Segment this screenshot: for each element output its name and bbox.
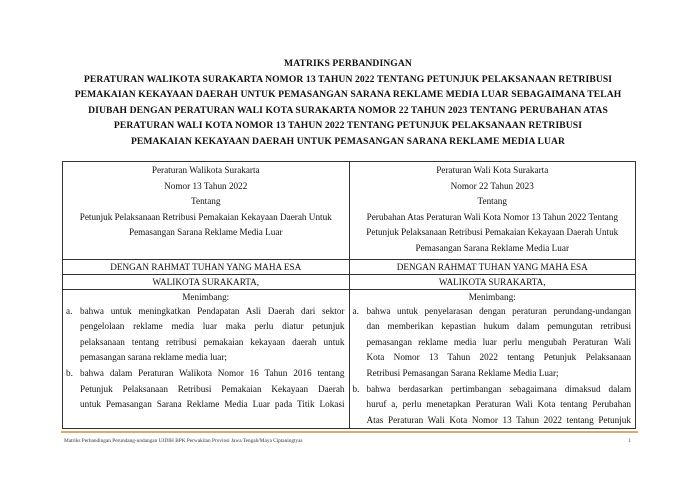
header-line: Tentang — [191, 196, 221, 207]
title-line: PERATURAN WALI KOTA NOMOR 13 TAHUN 2022 TENTANG PETUNJUK PELAKSANAAN RETRIBUSI — [113, 120, 583, 132]
item-line: bahwa untuk meningkatkan Pendapatan Asli Daerah dari sektor — [80, 305, 345, 316]
rahmat-row — [63, 259, 636, 274]
header-line: Nomor 22 Tahun 2023 — [450, 180, 534, 191]
list-item — [63, 366, 349, 413]
menimbang-label: Menimbang: — [468, 291, 516, 302]
left-rahmat: DENGAN RAHMAT TUHAN YANG MAHA ESA — [63, 259, 350, 274]
item-line: pemasangan sarana reklame media luar; — [80, 352, 227, 363]
page-number: 1 — [628, 438, 631, 444]
item-line: dan memberikan kepastian hukum dalam pemungutan retribusi — [366, 321, 631, 332]
header-line: Peraturan Wali Kota Surakarta — [436, 165, 549, 175]
footer-divider — [61, 431, 638, 433]
left-walikota: WALIKOTA SURAKARTA, — [63, 274, 350, 289]
item-line: huruf a, perlu menetapkan Peraturan Wali Kota tentang Perubahan — [366, 399, 631, 410]
header-line: Pemasangan Sarana Reklame Media Luar — [415, 242, 570, 253]
item-label: b. — [352, 383, 360, 394]
comparison-table — [62, 161, 636, 429]
item-line: untuk Pemasangan Sarana Reklame Media Luar pada Titik Lokasi — [80, 399, 345, 410]
title-line: DIUBAH DENGAN PERATURAN WALI KOTA SURAKARTA NOMOR 22 TAHUN 2023 TENTANG PERUBAHAN ATAS — [88, 104, 608, 116]
menimbang-label: Menimbang: — [182, 291, 230, 302]
right-walikota: WALIKOTA SURAKARTA, — [349, 274, 636, 289]
item-label: a. — [352, 305, 359, 316]
menimbang-row — [63, 289, 636, 429]
right-regulation-header — [349, 162, 636, 260]
document-title — [40, 56, 656, 150]
item-line: pelaksanaan tentang retribusi pemakaian kekayaan daerah untuk — [80, 336, 345, 347]
header-line: Petunjuk Pelaksanaan Retribusi Pemakaian Kekayaan Daerah Untuk — [366, 227, 619, 238]
item-line: pengelolaan reklame media luar maka perlu diatur petunjuk — [80, 321, 345, 332]
item-line: pemasangan reklame media luar perlu mengubah Peraturan Wali — [366, 336, 631, 347]
table-header-row — [63, 162, 636, 260]
title-line: MATRIKS PERBANDINGAN — [284, 58, 412, 69]
right-rahmat: DENGAN RAHMAT TUHAN YANG MAHA ESA — [349, 259, 636, 274]
walikota-row — [63, 274, 636, 289]
list-item — [350, 382, 636, 429]
title-line: PEMAKAIAN KEKAYAAN DAERAH UNTUK PEMASANGAN SARANA REKLAME MEDIA LUAR SEBAGAIMANA TELAH — [74, 89, 622, 101]
item-line: Retribusi Pemasangan Sarana Reklame Media Luar; — [366, 367, 559, 378]
title-line: PERATURAN WALIKOTA SURAKARTA NOMOR 13 TAHUN 2022 TENTANG PETUNJUK PELAKSANAAN RETRIBUSI — [83, 73, 613, 85]
item-line: bahwa dalam Peraturan Walikota Nomor 16 Tahun 2016 tentang — [80, 367, 345, 378]
item-line: Kota Nomor 13 Tahun 2022 tentang Petunjuk Pelaksanaan — [366, 352, 631, 363]
header-line: Peraturan Walikota Surakarta — [151, 165, 260, 175]
header-line: Perubahan Atas Peraturan Wali Kota Nomor 13 Tahun 2022 Tentang — [366, 211, 618, 222]
right-menimbang-cell — [349, 289, 636, 429]
footer-text: Matriks Perbandingan Perundang-undangan UJDIH BPK Perwakilan Provinsi Jawa Tengah/Maya Ciptaningtyas — [64, 438, 303, 444]
item-line: bahwa untuk penyelarasan dengan peraturan perundang-undangan — [366, 305, 631, 316]
item-line: bahwa berdasarkan pertimbangan sebagaimana dimaksud dalam — [366, 383, 631, 394]
header-line: Petunjuk Pelaksanaan Retribusi Pemakaian Kekayaan Daerah Untuk — [79, 211, 332, 222]
left-menimbang-cell — [63, 289, 350, 429]
title-line: PEMAKAIAN KEKAYAAN DAERAH UNTUK PEMASANGAN SARANA REKLAME MEDIA LUAR — [130, 135, 566, 147]
item-line: Atas Peraturan Wali Kota Nomor 13 Tahun 2022 tentang Petunjuk — [366, 414, 631, 425]
left-regulation-header — [63, 162, 350, 260]
header-line: Pemasangan Sarana Reklame Media Luar — [128, 227, 283, 238]
list-item — [63, 304, 349, 366]
header-line: Nomor 13 Tahun 2022 — [164, 180, 248, 191]
item-label: a. — [66, 305, 73, 316]
list-item — [350, 304, 636, 382]
item-line: Petunjuk Pelaksanaan Retribusi Pemakaian Kekayaan Daerah — [80, 383, 345, 394]
header-line: Tentang — [477, 196, 507, 207]
item-label: b. — [66, 367, 73, 378]
